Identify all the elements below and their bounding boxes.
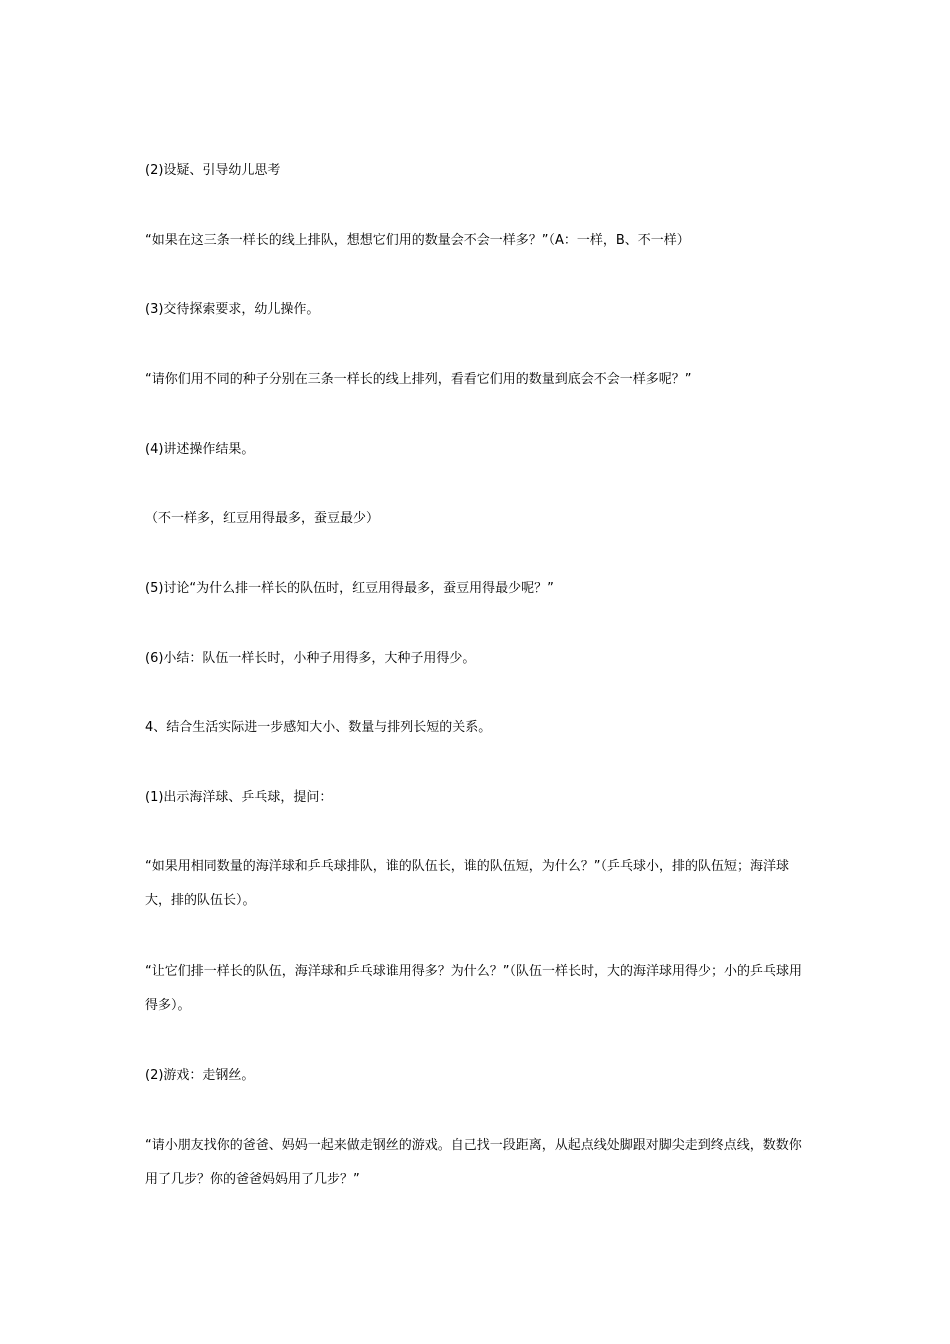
paragraph-quote-same-length: “如果在这三条一样长的线上排队，想想它们用的数量会不会一样多？”（A：一样，B、不一样） bbox=[145, 233, 690, 248]
paragraph-step-3-requirements: (3)交待探索要求，幼儿操作。 bbox=[145, 302, 320, 317]
paragraph-result-note: （不一样多，红豆用得最多，蚕豆最少） bbox=[145, 511, 380, 526]
paragraph-quote-same-queue: “让它们排一样长的队伍，海洋球和乒乓球谁用得多？为什么？”（队伍一样长时，大的海洋球用得少；小的乒乓球用得多）。 bbox=[145, 964, 802, 1013]
paragraph-quote-tightrope: “请小朋友找你的爸爸、妈妈一起来做走钢丝的游戏。自己找一段距离，从起点线处脚跟对脚尖走到终点线，数数你用了几步？你的爸爸妈妈用了几步？” bbox=[145, 1138, 802, 1187]
paragraph-quote-seeds: “请你们用不同的种子分别在三条一样长的线上排列，看看它们用的数量到底会不会一样多呢？” bbox=[145, 372, 692, 387]
paragraph-step-6-summary: (6)小结：队伍一样长时，小种子用得多，大种子用得少。 bbox=[145, 651, 476, 666]
paragraph-step-1-balls: (1)出示海洋球、乒乓球，提问： bbox=[145, 790, 333, 805]
paragraph-step-2-question: (2)设疑、引导幼儿思考 bbox=[145, 163, 281, 178]
paragraph-step-5-discussion: (5)讨论“为什么排一样长的队伍时，红豆用得最多，蚕豆用得最少呢？” bbox=[145, 581, 554, 596]
paragraph-quote-same-count: “如果用相同数量的海洋球和乒乓球排队，谁的队伍长，谁的队伍短，为什么？”（乒乓球小，排的队伍短；海洋球大，排的队伍长）。 bbox=[145, 859, 789, 908]
paragraph-step-4-results: (4)讲述操作结果。 bbox=[145, 442, 255, 457]
paragraph-section-4-heading: 4、结合生活实际进一步感知大小、数量与排列长短的关系。 bbox=[145, 720, 492, 735]
paragraph-step-2-game: (2)游戏：走钢丝。 bbox=[145, 1068, 255, 1083]
